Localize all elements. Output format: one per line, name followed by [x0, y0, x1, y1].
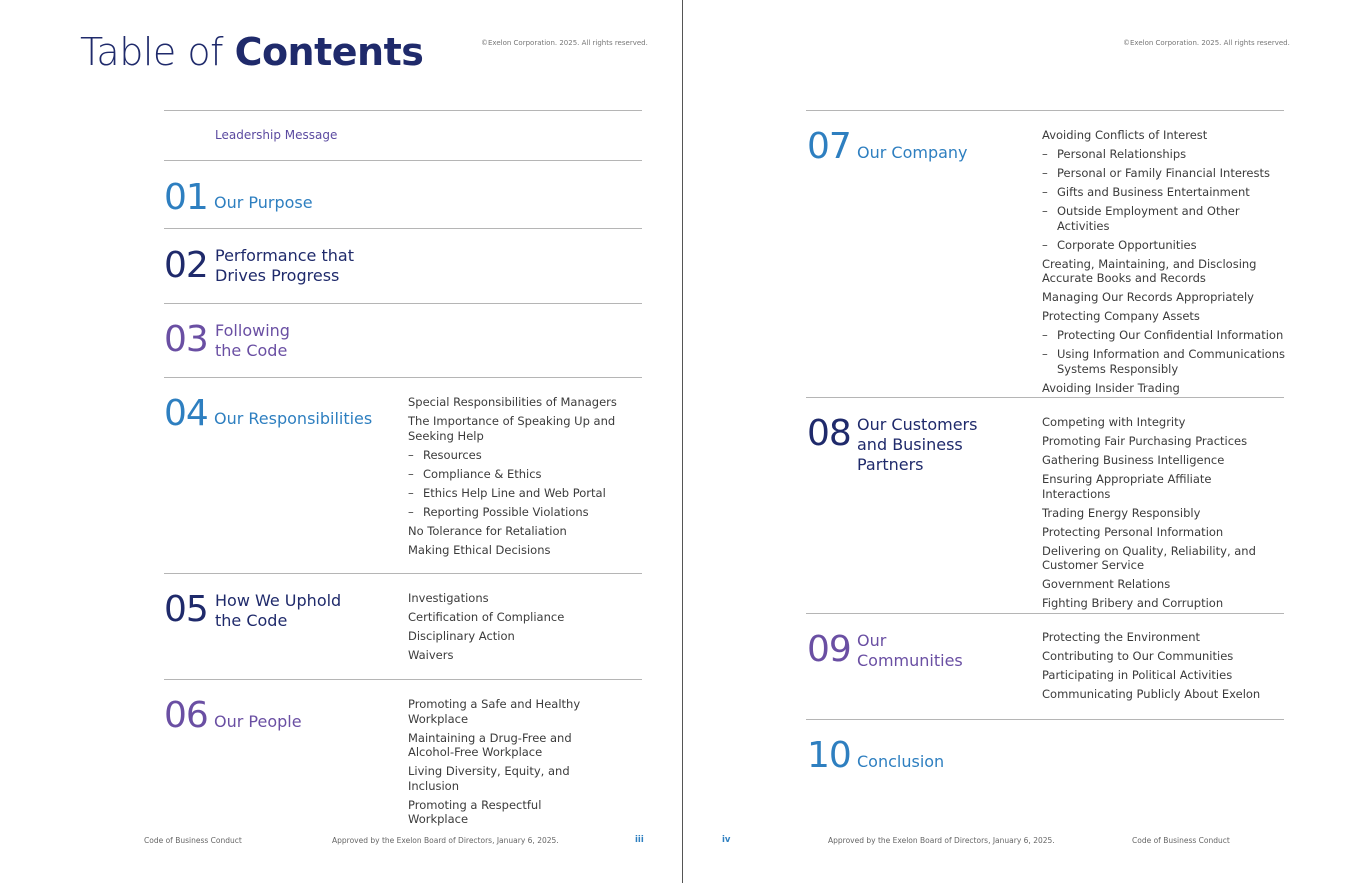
toc-topic-link[interactable]: Waivers: [408, 648, 454, 662]
divider: [164, 303, 642, 304]
section-title-03[interactable]: Following the Code: [215, 321, 290, 360]
page-title: [80, 30, 423, 74]
divider: [164, 228, 642, 229]
section-title-09[interactable]: Our Communities: [857, 631, 963, 670]
toc-topic-link[interactable]: Promoting a Safe and Healthy Workplace: [408, 697, 581, 726]
toc-topic-link[interactable]: – Compliance & Ethics: [408, 467, 618, 482]
toc-topic-link[interactable]: Protecting Personal Information: [1042, 524, 1224, 539]
toc-topic-link[interactable]: Promoting Fair Purchasing Practices: [1042, 434, 1248, 448]
toc-topic-link[interactable]: – Resources: [408, 448, 618, 463]
toc-topic-link[interactable]: Managing Our Records Appropriately: [1042, 290, 1254, 304]
divider: [806, 397, 1284, 398]
section-05-topics: [408, 591, 618, 667]
toc-topic-link[interactable]: – Personal Relationships: [1042, 147, 1287, 162]
section-06-topics: [408, 697, 583, 831]
toc-topic-link[interactable]: – Corporate Opportunities: [1042, 238, 1287, 253]
toc-topic-link[interactable]: – Outside Employment and Other Activities: [1042, 204, 1287, 233]
toc-topic-link[interactable]: Living Diversity, Equity, and Inclusion: [408, 764, 570, 793]
page-spine: [682, 0, 683, 883]
toc-topic-link[interactable]: Fighting Bribery and Corruption: [1042, 596, 1224, 610]
title-light: Table of: [80, 30, 235, 74]
right-page: [684, 0, 1365, 883]
toc-topic-link[interactable]: Protecting Company Assets: [1042, 309, 1200, 323]
section-title-04[interactable]: Our Responsibilities: [214, 409, 373, 428]
toc-topic-link[interactable]: – Ethics Help Line and Web Portal: [408, 486, 618, 501]
section-number-09: 09: [807, 629, 851, 670]
section-number-03: 03: [164, 319, 208, 360]
section-04-topics: [408, 395, 618, 562]
page-number: iii: [635, 835, 644, 845]
footer-approved: Approved by the Exelon Board of Directors, January 6, 2025.: [332, 836, 559, 845]
section-number-04: 04: [164, 393, 208, 434]
section-09-topics: [1042, 630, 1280, 706]
divider: [806, 613, 1284, 614]
section-number-08: 08: [807, 413, 851, 454]
divider: [806, 110, 1284, 111]
divider: [806, 719, 1284, 720]
section-number-10: 10: [807, 735, 851, 776]
toc-topic-link[interactable]: Maintaining a Drug-Free and Alcohol-Free Workplace: [408, 730, 572, 759]
toc-topic-link[interactable]: Contributing to Our Communities: [1042, 649, 1234, 663]
toc-topic-link[interactable]: – Gifts and Business Entertainment: [1042, 185, 1287, 200]
toc-topic-link[interactable]: Ensuring Appropriate Affiliate Interactions: [1042, 472, 1212, 501]
toc-topic-link[interactable]: – Using Information and Communications Systems Responsibly: [1042, 347, 1287, 376]
copyright: ©Exelon Corporation. 2025. All rights reserved.: [1123, 39, 1290, 47]
toc-topic-link[interactable]: Certification of Compliance: [408, 610, 565, 624]
copyright: ©Exelon Corporation. 2025. All rights reserved.: [481, 39, 648, 47]
section-number-01: 01: [164, 177, 208, 218]
toc-topic-link[interactable]: Making Ethical Decisions: [408, 542, 551, 557]
divider: [164, 679, 642, 680]
footer-doc-title: Code of Business Conduct: [1132, 836, 1230, 845]
section-08-topics: [1042, 415, 1280, 615]
section-number-05: 05: [164, 589, 208, 630]
toc-topic-link[interactable]: Disciplinary Action: [408, 629, 515, 643]
toc-topic-link[interactable]: Avoiding Insider Trading: [1042, 380, 1180, 395]
section-title-02[interactable]: Performance that Drives Progress: [215, 246, 354, 285]
section-title-07[interactable]: Our Company: [857, 143, 968, 162]
section-number-07: 07: [807, 126, 851, 167]
toc-topic-link[interactable]: Protecting the Environment: [1042, 630, 1201, 644]
toc-topic-link[interactable]: Creating, Maintaining, and Disclosing Accurate Books and Records: [1042, 256, 1257, 285]
toc-topic-link[interactable]: Avoiding Conflicts of Interest: [1042, 128, 1208, 142]
divider: [164, 377, 642, 378]
section-title-01[interactable]: Our Purpose: [214, 193, 313, 212]
footer-doc-title: Code of Business Conduct: [144, 836, 242, 845]
section-title-10[interactable]: Conclusion: [857, 752, 945, 771]
page-number: iv: [722, 835, 731, 845]
toc-topic-link[interactable]: No Tolerance for Retaliation: [408, 523, 567, 538]
leadership-message-link[interactable]: Leadership Message: [215, 128, 338, 142]
toc-topic-link[interactable]: – Reporting Possible Violations: [408, 505, 618, 520]
toc-topic-link[interactable]: Gathering Business Intelligence: [1042, 453, 1225, 467]
divider: [164, 160, 642, 161]
toc-topic-link[interactable]: Communicating Publicly About Exelon: [1042, 687, 1261, 701]
title-bold: Contents: [234, 30, 424, 74]
footer-approved: Approved by the Exelon Board of Directors, January 6, 2025.: [828, 836, 1055, 845]
section-title-05[interactable]: How We Uphold the Code: [215, 591, 342, 630]
section-title-08[interactable]: Our Customers and Business Partners: [857, 415, 978, 474]
toc-topic-link[interactable]: Investigations: [408, 591, 489, 605]
toc-topic-link[interactable]: Delivering on Quality, Reliability, and Customer Service: [1042, 543, 1256, 572]
toc-topic-link[interactable]: Competing with Integrity: [1042, 415, 1186, 429]
section-number-06: 06: [164, 695, 208, 736]
toc-topic-link[interactable]: Trading Energy Responsibly: [1042, 505, 1201, 520]
toc-topic-link[interactable]: Government Relations: [1042, 577, 1171, 591]
section-number-02: 02: [164, 245, 208, 286]
section-title-06[interactable]: Our People: [214, 712, 302, 731]
toc-topic-link[interactable]: Special Responsibilities of Managers: [408, 395, 617, 409]
toc-topic-link[interactable]: – Personal or Family Financial Interests: [1042, 166, 1287, 181]
left-page: [0, 0, 682, 883]
toc-topic-link[interactable]: – Protecting Our Confidential Information: [1042, 328, 1287, 343]
divider: [164, 573, 642, 574]
section-07-topics: [1042, 128, 1287, 400]
toc-topic-link[interactable]: The Importance of Speaking Up and Seeking Help: [408, 414, 616, 443]
divider: [164, 110, 642, 111]
toc-topic-link[interactable]: Participating in Political Activities: [1042, 668, 1233, 682]
toc-topic-link[interactable]: Promoting a Respectful Workplace: [408, 797, 542, 826]
